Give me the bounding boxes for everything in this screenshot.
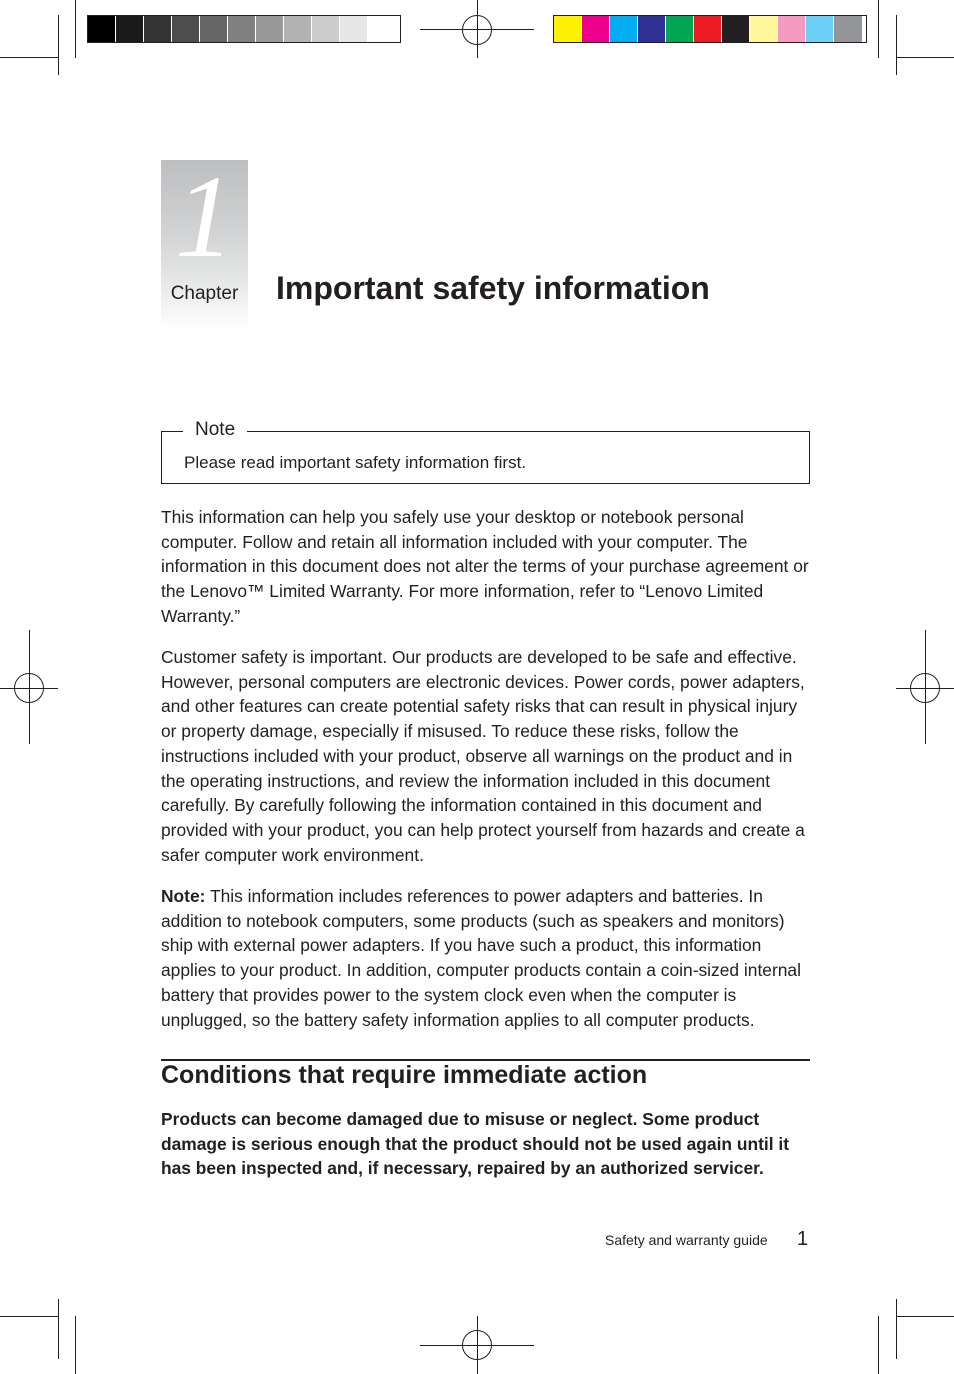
gray-swatch [88,16,116,42]
note-label: Note [183,419,247,441]
gray-swatch [284,16,312,42]
crop-mark [878,0,879,58]
gray-swatch [116,16,144,42]
crop-mark [0,57,58,58]
color-swatch [694,16,722,42]
chapter-number: 1 [175,151,234,282]
note-paragraph-text: This information includes references to power adapters and batteries. In addition to notebook computers, some products (such as speakers and monitors) ship with external power adapters. If you have such a product, this information applies to your product. In addition, computer products contain a coin-sized internal battery that provides power to the system clock even when the computer is unplugged, so the battery safety information applies to all computer products. [161,886,801,1030]
gray-swatch [340,16,368,42]
registration-crosshair [477,0,478,58]
color-swatch [666,16,694,42]
crop-mark [896,1316,954,1317]
crop-mark [58,1299,59,1359]
note-text: Please read important safety information first. [184,453,527,472]
registration-crosshair [29,630,30,744]
section-lead-paragraph: Products can become damaged due to misuse or neglect. Some product damage is serious enough that the product should not be used again until it has been inspected and, if necessary, repaired by an authorized servicer. [161,1109,790,1179]
crop-mark [75,1316,76,1374]
color-swatch [806,16,834,42]
chapter-title: Important safety information [276,270,710,306]
process-color-bar [553,15,867,43]
color-swatch [638,16,666,42]
color-swatch [778,16,806,42]
crop-mark [878,1316,879,1374]
gray-swatch [172,16,200,42]
footer-guide-title: Safety and warranty guide [605,1232,768,1248]
note-paragraph-label: Note: [161,886,206,906]
note-paragraph [161,884,813,1032]
section-heading: Conditions that require immediate action [161,1061,648,1089]
crop-mark [896,15,897,75]
color-swatch [834,16,862,42]
grayscale-color-bar [87,15,401,43]
crop-mark [75,0,76,58]
gray-swatch [200,16,228,42]
page-number: 1 [797,1228,809,1250]
registration-crosshair [925,630,926,744]
chapter-label: Chapter [170,283,239,304]
color-swatch [750,16,778,42]
customer-safety-paragraph: Customer safety is important. Our products are developed to be safe and effective. However, personal computers are electronic devices. Power cords, power adapters, and other features can create potential safety risks that can result in physical injury or property damage, especially if misused. To reduce these risks, follow the instructions included with your product, observe all warnings on the product and in the operating instructions, and review the information included in this document carefully. By carefully following the information contained in this document and provided with your product, you can help protect yourself from hazards and create a safer computer work environment. [161,647,805,865]
gray-swatch [312,16,340,42]
intro-paragraph: This information can help you safely use your desktop or notebook personal computer. Follow and retain all information included with your computer. The information in this document does not alter the terms of your purchase agreement or the Lenovo™ Limited Warranty. For more information, refer to “Lenovo Limited Warranty.” [161,507,809,626]
gray-swatch [368,16,396,42]
color-swatch [582,16,610,42]
crop-mark [58,15,59,75]
gray-swatch [228,16,256,42]
registration-crosshair [477,1316,478,1374]
crop-mark [896,57,954,58]
color-swatch [610,16,638,42]
color-swatch [554,16,582,42]
color-swatch [722,16,750,42]
crop-mark [896,1299,897,1359]
gray-swatch [144,16,172,42]
crop-mark [0,1316,58,1317]
gray-swatch [256,16,284,42]
